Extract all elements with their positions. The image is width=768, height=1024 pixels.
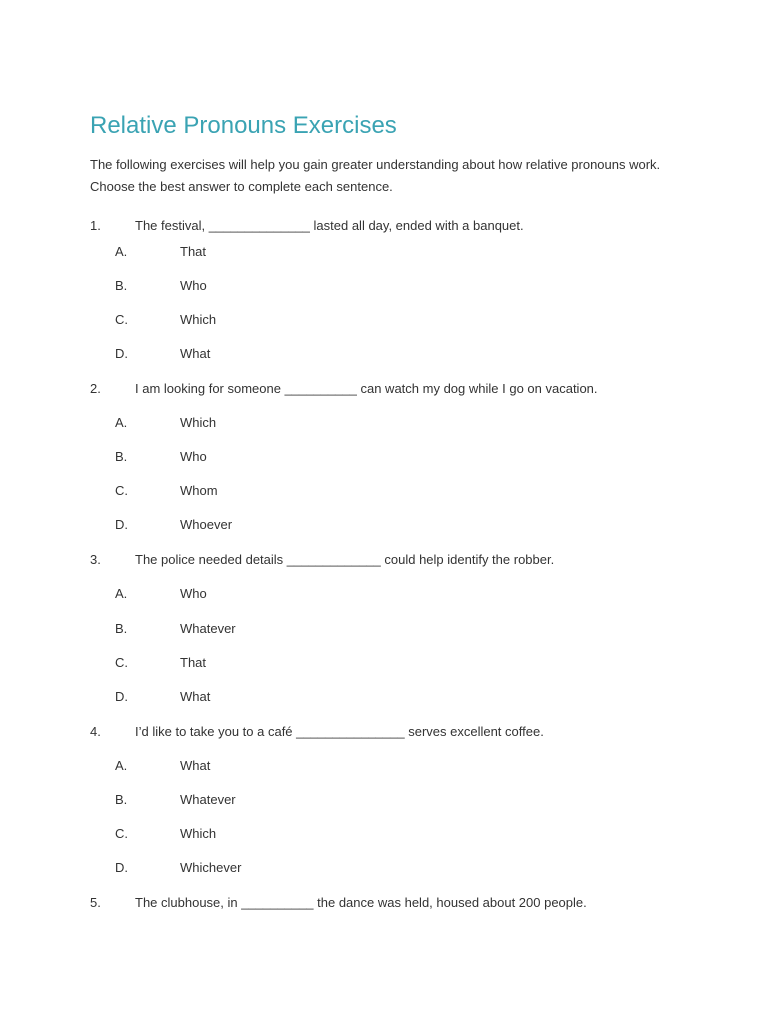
option-letter: C. — [115, 826, 128, 841]
option-a — [90, 413, 730, 433]
option-text: That — [180, 244, 207, 259]
question-line — [90, 379, 730, 399]
option-text: Whichever — [180, 860, 242, 875]
question-line — [90, 893, 730, 913]
question-line — [90, 722, 730, 742]
option-letter: D. — [115, 346, 128, 361]
option-letter: B. — [115, 278, 128, 293]
page-title: Relative Pronouns Exercises — [90, 112, 397, 139]
question-line — [90, 550, 730, 570]
question-5 — [90, 893, 730, 913]
option-d — [90, 687, 730, 707]
option-letter: C. — [115, 655, 128, 670]
option-text: Whom — [180, 483, 218, 498]
option-text: Who — [180, 586, 207, 601]
option-c — [90, 310, 730, 330]
option-text: Which — [180, 415, 217, 430]
option-letter: B. — [115, 792, 128, 807]
option-b — [90, 447, 730, 467]
option-letter: C. — [115, 483, 128, 498]
option-text: Which — [180, 826, 217, 841]
question-number: 1. — [90, 218, 101, 233]
option-a — [90, 756, 730, 776]
option-letter: B. — [115, 621, 128, 636]
option-text: Who — [180, 278, 207, 293]
question-number: 5. — [90, 895, 101, 910]
option-text: Whatever — [180, 621, 236, 636]
question-line — [90, 216, 730, 236]
question-number: 3. — [90, 552, 101, 567]
intro-line-1: The following exercises will help you gain greater understanding about how relative pronouns work. — [90, 157, 661, 172]
question-text: The police needed details _____________ could help identify the robber. — [135, 552, 555, 567]
option-text: Who — [180, 449, 207, 464]
option-a — [90, 584, 730, 604]
option-letter: D. — [115, 517, 128, 532]
option-c — [90, 653, 730, 673]
option-b — [90, 619, 730, 639]
option-letter: C. — [115, 312, 128, 327]
option-letter: A. — [115, 758, 128, 773]
question-4 — [90, 722, 730, 878]
option-text: Whoever — [180, 517, 233, 532]
question-text: I am looking for someone __________ can watch my dog while I go on vacation. — [135, 381, 598, 396]
option-d — [90, 858, 730, 878]
option-text: Which — [180, 312, 217, 327]
question-number: 4. — [90, 724, 101, 739]
option-letter: A. — [115, 586, 128, 601]
option-text: What — [180, 689, 211, 704]
intro-line-2: Choose the best answer to complete each sentence. — [90, 179, 393, 194]
option-text: Whatever — [180, 792, 236, 807]
option-d — [90, 344, 730, 364]
question-1 — [90, 216, 730, 364]
question-text: The festival, ______________ lasted all day, ended with a banquet. — [135, 218, 524, 233]
question-text: I’d like to take you to a café _______________ serves excellent coffee. — [135, 724, 544, 739]
option-letter: A. — [115, 244, 128, 259]
option-a — [90, 242, 730, 262]
option-d — [90, 515, 730, 535]
question-number: 2. — [90, 381, 101, 396]
option-c — [90, 824, 730, 844]
option-c — [90, 481, 730, 501]
option-text: What — [180, 758, 211, 773]
option-b — [90, 790, 730, 810]
option-letter: B. — [115, 449, 128, 464]
intro-paragraph — [90, 154, 730, 198]
option-letter: D. — [115, 689, 128, 704]
option-letter: D. — [115, 860, 128, 875]
question-3 — [90, 550, 730, 707]
option-text: What — [180, 346, 211, 361]
question-text: The clubhouse, in __________ the dance was held, housed about 200 people. — [135, 895, 587, 910]
option-letter: A. — [115, 415, 128, 430]
option-b — [90, 276, 730, 296]
question-2 — [90, 379, 730, 535]
option-text: That — [180, 655, 207, 670]
